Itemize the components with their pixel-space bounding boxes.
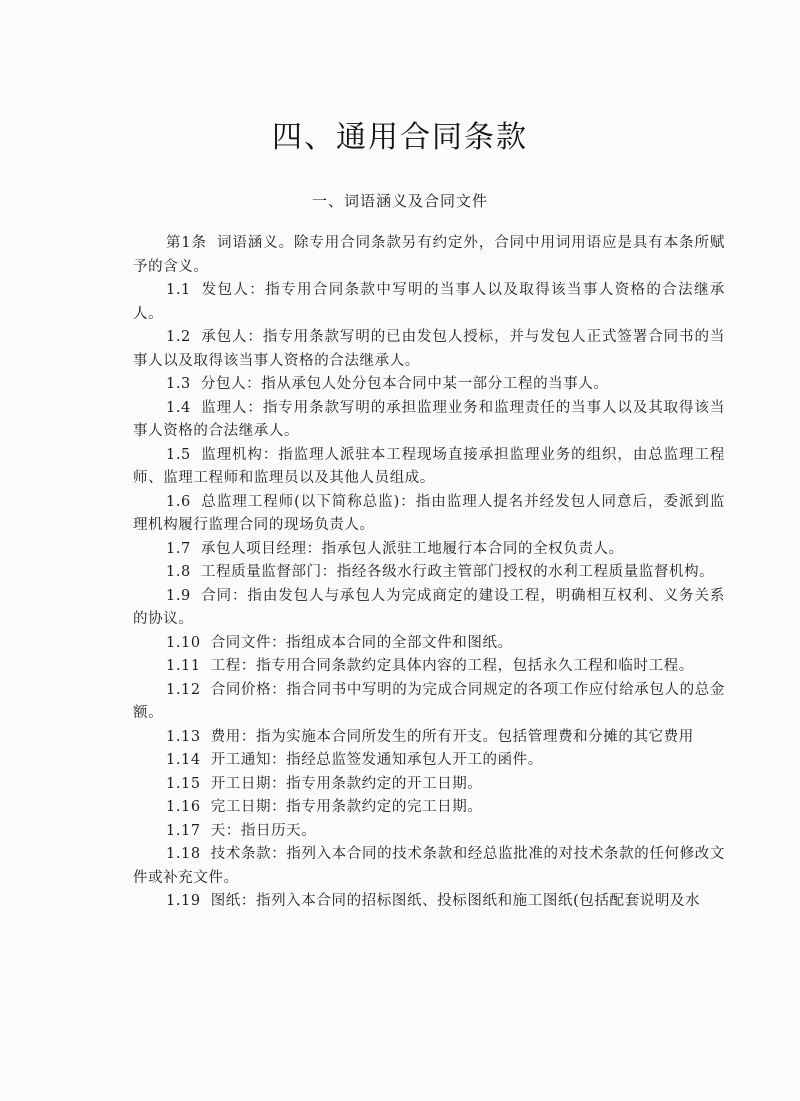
clause-text: 监理人：指专用条款写明的承担监理业务和监理责任的当事人以及其取得该当事人资格的合法继承人。 — [133, 399, 725, 439]
clause-text: 监理机构：指监理人派驻本工程现场直接承担监理业务的组织，由总监理工程师、监理工程师和监理员以及其他人员组成。 — [133, 446, 725, 486]
clause-text: 合同价格：指合同书中写明的为完成合同规定的各项工作应付给承包人的总金额。 — [133, 681, 725, 721]
clause-paragraph — [133, 397, 725, 444]
clause-paragraph — [133, 279, 725, 326]
clause-text: 费用：指为实施本合同所发生的所有开支。包括管理费和分摊的其它费用 — [210, 728, 694, 745]
clause-text: 开工通知：指经总监签发通知承包人开工的函件。 — [210, 752, 543, 768]
clause-paragraph — [133, 773, 725, 797]
clause-text: 工程：指专用合同条款约定具体内容的工程，包括永久工程和临时工程。 — [210, 658, 694, 674]
clause-text: 发包人：指专用合同条款中写明的当事人以及取得该当事人资格的合法继承人。 — [133, 282, 725, 322]
clause-number: 1.2 — [166, 329, 191, 345]
clause-number: 1.13 — [166, 728, 201, 745]
clause-number: 1.16 — [166, 799, 201, 815]
clause-number: 1.18 — [166, 846, 201, 862]
clause-number: 1.15 — [166, 775, 201, 792]
clause-number: 1.19 — [166, 893, 201, 909]
clause-number: 1.3 — [166, 376, 191, 392]
clause-text: 合同文件：指组成本合同的全部文件和图纸。 — [210, 634, 513, 651]
clause-text: 词语涵义。除专用合同条款另有约定外，合同中用词用语应是具有本条所赋予的含义。 — [133, 235, 726, 275]
clause-text: 承包人：指专用条款写明的已由发包人授标，并与发包人正式签署合同书的当事人以及取得该当事人资格的合法继承人。 — [133, 329, 725, 369]
clause-paragraph — [133, 726, 725, 750]
clause-paragraph — [133, 796, 725, 820]
clause-number: 1.9 — [166, 587, 191, 604]
clause-number: 1.6 — [166, 493, 191, 510]
clause-paragraph — [133, 491, 725, 538]
clause-text: 完工日期：指专用条款约定的完工日期。 — [210, 799, 483, 815]
clause-text: 开工日期：指专用条款约定的开工日期。 — [210, 775, 483, 792]
clause-number: 1.12 — [166, 681, 201, 698]
clause-number: 1.7 — [166, 540, 191, 557]
page-title: 四、通用合同条款 — [272, 120, 528, 155]
clause-number: 1.17 — [166, 822, 201, 839]
clause-number: 1.4 — [166, 399, 191, 416]
clause-paragraph — [133, 326, 725, 373]
clause-paragraph — [133, 632, 725, 656]
clause-paragraph — [133, 749, 725, 773]
clause-paragraph — [133, 444, 725, 491]
clause-text: 承包人项目经理：指承包人派驻工地履行本合同的全权负责人。 — [200, 540, 624, 557]
clause-text: 工程质量监督部门：指经各级水行政主管部门授权的水利工程质量监督机构。 — [200, 564, 715, 580]
clause-paragraph — [133, 890, 725, 914]
clause-text: 合同：指由发包人与承包人为完成商定的建设工程，明确相互权利、义务关系的协议。 — [133, 587, 725, 627]
clause-text: 技术条款：指列入本合同的技术条款和经总监批准的对技术条款的任何修改文件或补充文件。 — [133, 846, 725, 886]
clause-paragraph — [133, 232, 725, 279]
clause-number: 1.14 — [166, 752, 201, 768]
clause-paragraph — [133, 820, 725, 844]
clause-number: 1.10 — [166, 634, 201, 651]
clause-paragraph — [133, 538, 725, 562]
clause-number: 第1条 — [166, 235, 207, 251]
clause-paragraph — [133, 561, 725, 585]
clause-paragraph — [133, 585, 725, 632]
clause-number: 1.8 — [166, 564, 191, 580]
clause-paragraph — [133, 679, 725, 726]
clause-text: 图纸：指列入本合同的招标图纸、投标图纸和施工图纸(包括配套说明及水 — [210, 893, 701, 909]
clause-number: 1.5 — [166, 446, 191, 463]
clause-text: 天：指日历天。 — [210, 822, 317, 839]
clause-text: 总监理工程师(以下简称总监)：指由监理人提名并经发包人同意后，委派到监理机构履行监理合同的现场负责人。 — [133, 493, 725, 533]
clause-paragraph — [133, 843, 725, 890]
clause-number: 1.11 — [166, 658, 201, 674]
clause-text: 分包人：指从承包人处分包本合同中某一部分工程的当事人。 — [200, 376, 609, 392]
section-heading: 一、词语涵义及合同文件 — [311, 192, 488, 210]
clause-paragraph — [133, 373, 725, 397]
clause-number: 1.1 — [166, 282, 191, 298]
document-body — [133, 232, 725, 914]
clause-paragraph — [133, 655, 725, 679]
